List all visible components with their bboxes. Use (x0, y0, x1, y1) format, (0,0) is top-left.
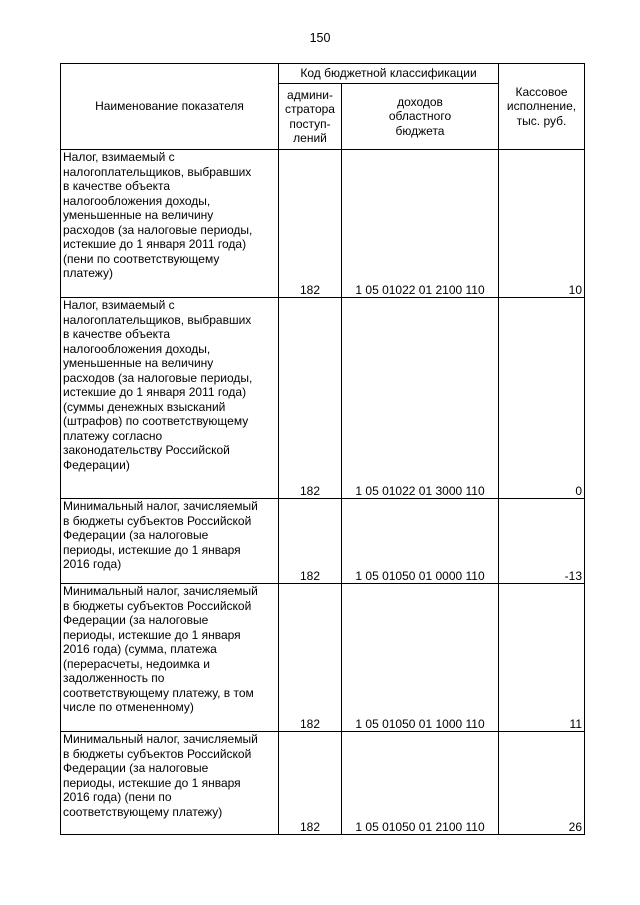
row-code: 1 05 01022 01 2100 110 (342, 150, 499, 298)
table-row (61, 150, 585, 298)
row-administrator: 182 (279, 732, 342, 835)
row-code: 1 05 01050 01 1000 110 (342, 584, 499, 732)
table-row (61, 732, 585, 835)
row-name: Налог, взимаемый с налогоплательщиков, выбравших в качестве объекта налогообложения доходы, уменьшенные на величину расходов (за налоговые периоды, истекшие до 1 января 2011 года) (пени по соответствующему платежу) (61, 150, 279, 298)
page-number: 150 (309, 31, 331, 45)
row-administrator: 182 (279, 298, 342, 499)
row-amount: 10 (499, 150, 585, 298)
row-name: Минимальный налог, зачисляемый в бюджеты субъектов Российской Федерации (за налоговые периоды, истекшие до 1 января 2016 года) (61, 499, 279, 584)
row-code: 1 05 01050 01 2100 110 (342, 732, 499, 835)
row-name: Минимальный налог, зачисляемый в бюджеты субъектов Российской Федерации (за налоговые периоды, истекшие до 1 января 2016 года) (пени по соответствующему платежу) (61, 732, 279, 835)
header-amount: Кассовое исполнение, тыс. руб. (499, 64, 585, 150)
row-amount: -13 (499, 499, 585, 584)
table-header (61, 64, 585, 150)
header-name: Наименование показателя (61, 64, 279, 150)
row-administrator: 182 (279, 584, 342, 732)
row-code: 1 05 01050 01 0000 110 (342, 499, 499, 584)
table-row (61, 298, 585, 499)
row-amount: 0 (499, 298, 585, 499)
row-administrator: 182 (279, 150, 342, 298)
row-code: 1 05 01022 01 3000 110 (342, 298, 499, 499)
header-revenue-code: доходов областного бюджета (342, 84, 499, 150)
header-classification-group: Код бюджетной классификации (279, 64, 499, 84)
row-name: Минимальный налог, зачисляемый в бюджеты субъектов Российской Федерации (за налоговые периоды, истекшие до 1 января 2016 года) (сумма, платежа (перерасчеты, недоимка и задолженность по соответствующему платежу, в том числе по отмененному) (61, 584, 279, 732)
row-administrator: 182 (279, 499, 342, 584)
row-amount: 26 (499, 732, 585, 835)
table-row (61, 499, 585, 584)
row-amount: 11 (499, 584, 585, 732)
budget-table (60, 63, 585, 835)
header-administrator: админи- стратора поступ- лений (279, 84, 342, 150)
table-row (61, 584, 585, 732)
row-name: Налог, взимаемый с налогоплательщиков, выбравших в качестве объекта налогообложения доходы, уменьшенные на величину расходов (за налоговые периоды, истекшие до 1 января 2011 года) (суммы денежных взысканий (штрафов) по соответствующему платежу согласно законодательству Российской Федерации) (61, 298, 279, 499)
